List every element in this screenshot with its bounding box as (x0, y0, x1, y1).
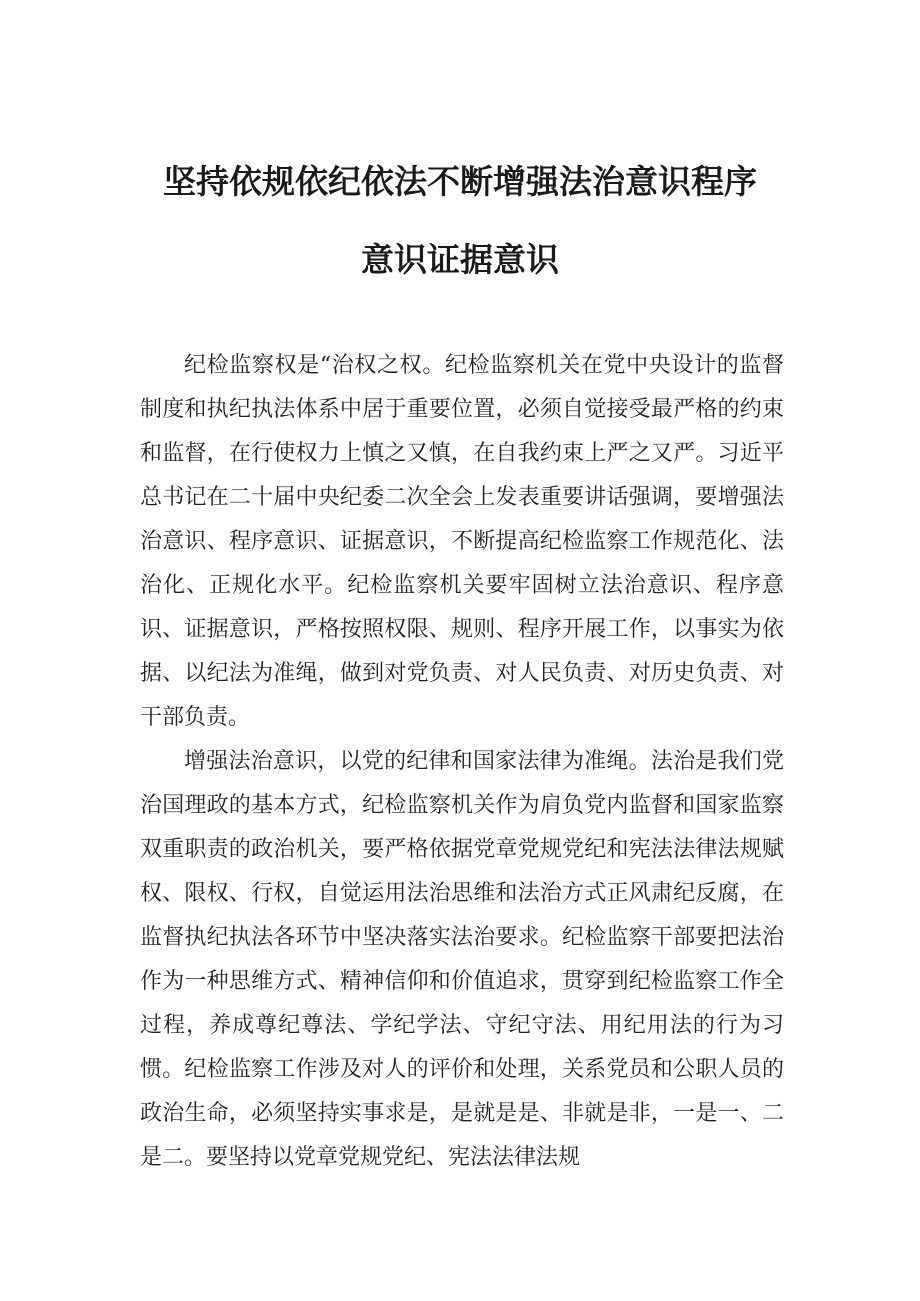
document-title-line-1: 坚持依规依纪依法不断增强法治意识程序 (163, 162, 757, 201)
document-title-line-2: 意识证据意识 (361, 240, 559, 279)
paragraph-1: 纪检监察权是“治权之权。纪检监察机关在党中央设计的监督制度和执纪执法体系中居于重要位置，必须自觉接受最严格的约束和监督，在行使权力上慎之又慎，在自我约束上严之又严。习近平总书记在二十届中央纪委二次全会上发表重要讲话强调，要增强法治意识、程序意识、证据意识，不断提高纪检监察工作规范化、法治化、正规化水平。纪检监察机关要牢固树立法治意识、程序意识、证据意识，严格按照权限、规则、程序开展工作，以事实为依据、以纪法为准绳，做到对党负责、对人民负责、对历史负责、对干部负责。 (140, 353, 784, 730)
paragraph-2: 增强法治意识，以党的纪律和国家法律为准绳。法治是我们党治国理政的基本方式，纪检监察机关作为肩负党内监督和国家监察双重职责的政治机关，要严格依据党章党规党纪和宪法法律法规赋权、限权、行权，自觉运用法治思维和法治方式正风肃纪反腐，在监督执纪执法各环节中坚决落实法治要求。纪检监察干部要把法治作为一种思维方式、精神信仰和价值追求，贯穿到纪检监察工作全过程，养成尊纪尊法、学纪学法、守纪守法、用纪用法的行为习惯。纪检监察工作涉及对人的评价和处理，关系党员和公职人员的政治生命，必须坚持实事求是，是就是是、非就是非，一是一、二是二。要坚持以党章党规党纪、宪法法律法规 (140, 749, 784, 1170)
